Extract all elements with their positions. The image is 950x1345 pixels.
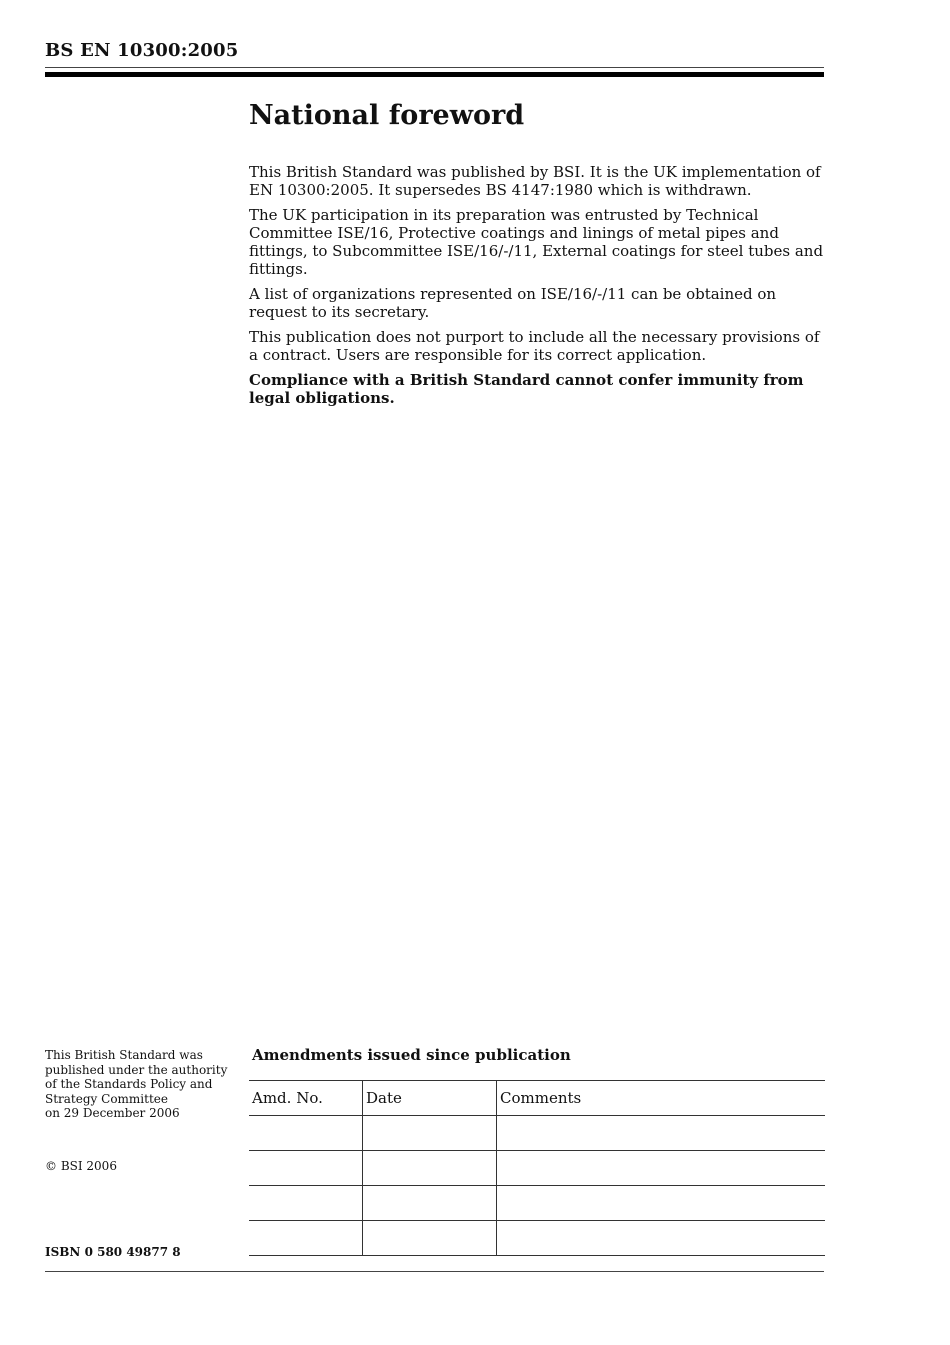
paragraph-publication: This British Standard was published by BSI. It is the UK implementation of EN 10300:2005. It supersedes BS 4147:1980 which is withdrawn. <box>249 163 821 199</box>
table-cell <box>497 1151 826 1186</box>
table-row <box>249 1186 825 1221</box>
table-cell <box>249 1221 363 1256</box>
paragraph-organizations: A list of organizations represented on ISE/16/-/11 can be obtained on request to its secretary. <box>249 285 777 321</box>
column-header-date: Date <box>363 1081 497 1116</box>
isbn: ISBN 0 580 49877 8 <box>45 1245 181 1259</box>
authority-line: of the Standards Policy and <box>45 1077 213 1092</box>
authority-line: on 29 December 2006 <box>45 1106 180 1121</box>
authority-line: published under the authority <box>45 1062 228 1077</box>
foreword-body <box>249 163 829 414</box>
amendments-title: Amendments issued since publication <box>252 1046 571 1064</box>
table-row <box>249 1221 825 1256</box>
table-row <box>249 1151 825 1186</box>
table-cell <box>249 1116 363 1151</box>
table-cell <box>363 1221 497 1256</box>
table-row <box>249 1116 825 1151</box>
authority-line: Strategy Committee <box>45 1091 168 1106</box>
column-header-amd-no: Amd. No. <box>249 1081 363 1116</box>
paragraph-participation: The UK participation in its preparation was entrusted by Technical Committee ISE/16, Protective coatings and linings of metal pipes and fittings, to Subcommittee ISE/16/-/11, External coatings for steel tubes and fittings. <box>249 206 824 278</box>
table-cell <box>363 1116 497 1151</box>
document-code: BS EN 10300:2005 <box>45 40 239 61</box>
table-cell <box>363 1151 497 1186</box>
copyright-notice: © BSI 2006 <box>45 1159 117 1173</box>
publication-authority-note <box>45 1048 235 1121</box>
page-title: National foreword <box>249 100 525 131</box>
paragraph-provisions: This publication does not purport to include all the necessary provisions of a contract. Users are responsible for its correct application. <box>249 328 820 364</box>
amendments-table <box>249 1080 825 1256</box>
column-header-comments: Comments <box>497 1081 826 1116</box>
table-cell <box>497 1186 826 1221</box>
header-rule-thin <box>45 67 824 68</box>
authority-line: This British Standard was <box>45 1048 203 1062</box>
table-cell <box>249 1151 363 1186</box>
paragraph-compliance: Compliance with a British Standard cannot confer immunity from legal obligations. <box>249 371 804 407</box>
amendments-header-row <box>249 1081 825 1116</box>
table-cell <box>363 1186 497 1221</box>
table-cell <box>249 1186 363 1221</box>
footer-rule <box>45 1271 824 1272</box>
table-cell <box>497 1116 826 1151</box>
table-cell <box>497 1221 826 1256</box>
header-rule-thick <box>45 72 824 77</box>
